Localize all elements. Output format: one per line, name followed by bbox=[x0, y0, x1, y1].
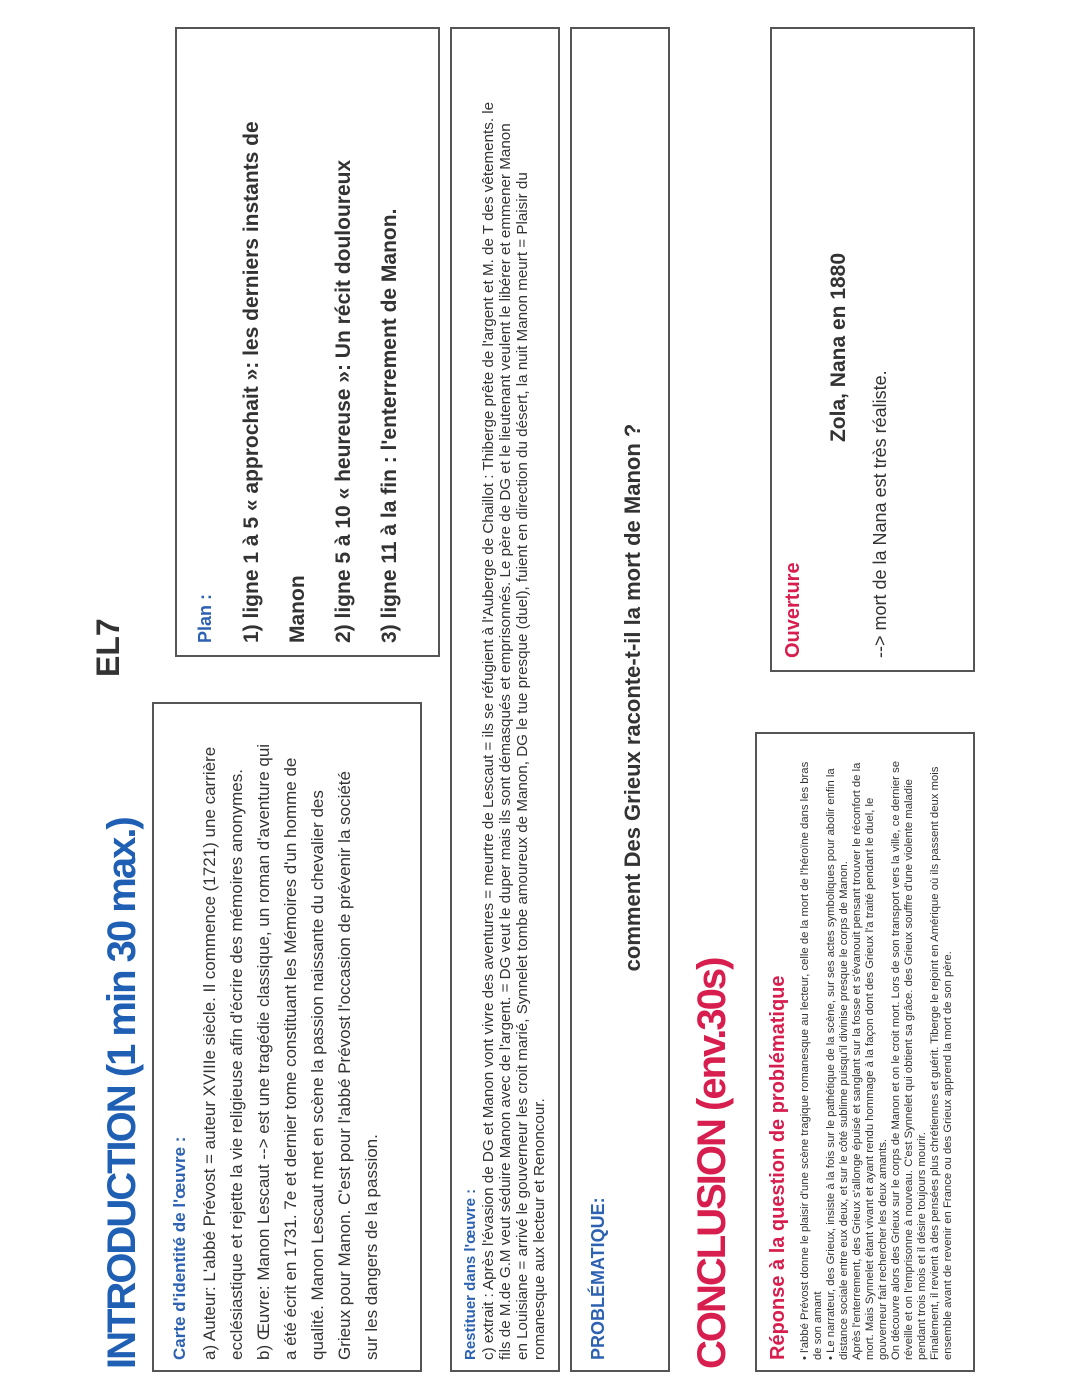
carte-line: a) Auteur: L'abbé Prévost = auteur XVIIIe siècle. Il commence (1721) une carrière bbox=[200, 746, 219, 1360]
ouverture-box bbox=[770, 27, 975, 672]
ouverture-line: --> mort de la Nana est très réaliste. bbox=[870, 370, 890, 658]
plan-item: 2) ligne 5 à 10 « heureuse »: Un récit douloureux bbox=[332, 159, 355, 643]
introduction-title: INTRODUCTION (1 min 30 max.) bbox=[100, 818, 144, 1369]
carte-line: qualité. Manon Lescaut met en scène la passion naissante du chevalier des bbox=[308, 790, 327, 1360]
carte-line: a été écrit en 1731. 7e et dernier tome constituant les Mémoires d'un homme de bbox=[281, 757, 300, 1360]
reponse-line: • Le narrateur, des Grieux, insiste à la fois sur le pathétique de la scène, sur ses actes symboliques pour abolir enfin la bbox=[825, 768, 837, 1360]
reponse-line: de son amant bbox=[812, 1291, 824, 1360]
reponse-box bbox=[755, 732, 975, 1372]
carte-identite-box bbox=[152, 702, 422, 1372]
reponse-line: réveille et on l'emprisonne à nouveau. C'est Synnelet qui obtient sa grâce. des Grieux souffre d'une violente maladie bbox=[903, 779, 915, 1360]
reponse-line: Finalement, il revient à des pensées plus chrétiennes et guérit. Tiberge le rejoint en Amérique où ils passent deux mois bbox=[929, 766, 941, 1360]
ouverture-work: Zola, Nana en 1880 bbox=[827, 252, 850, 443]
carte-heading: Carte d'identité de l'œuvre : bbox=[170, 1136, 189, 1360]
reponse-text bbox=[799, 735, 955, 1360]
restituer-line: fils de M.de G.M veut séduire Manon avec de l'argent. = DG veut le duper mais ils sont démasqués et emprisonnés. Le père de DG et le lieutenant veulent le libérer et emmener Manon bbox=[497, 123, 514, 1360]
carte-line: sur les dangers de la passion. bbox=[362, 1134, 381, 1360]
reponse-line: pendant trois mois et il désire toujours mourir. bbox=[916, 1132, 928, 1360]
plan-item: 1) ligne 1 à 5 « approchait »: les derniers instants de bbox=[240, 121, 263, 643]
restituer-line: en Louisiane = arrivé le gouverneur les croit marié, Synnelet tombe amoureux de Manon, DG le tue presque (duel), fuient en direction du désert, la nuit Manon meurt = Plaisir du bbox=[514, 172, 531, 1360]
ouverture-heading: Ouverture bbox=[782, 562, 804, 658]
plan-item: 3) ligne 11 à la fin : l'enterrement de Manon. bbox=[378, 208, 401, 643]
problematique-question: comment Des Grieux raconte-t-il la mort de Manon ? bbox=[620, 423, 645, 972]
problematique-box bbox=[570, 27, 670, 1372]
plan-item: Manon bbox=[286, 575, 309, 643]
problematique-heading: PROBLÉMATIQUE: bbox=[588, 1197, 608, 1360]
reponse-line: • l'abbé Prévost donne le plaisir d'une scène tragique romanesque au lecteur, celle de la mort de l'héroïne dans les bras bbox=[799, 761, 811, 1360]
reponse-line: ensemble avant de revenir en France ou des Grieux apprend la mort de son père. bbox=[942, 951, 954, 1360]
conclusion-title: CONCLUSION (env.30s) bbox=[690, 958, 734, 1369]
carte-line: b) Œuvre: Manon Lescaut --> est une tragédie classique, un roman d'aventure qui bbox=[254, 743, 273, 1360]
restituer-line: c) extrait : Après l'évasion de DG et Manon vont vivre des aventures = meurtre de Lescaut = ils se réfugient à l'Auberge de Chaillot : Thiberge prête de l'argent et M. de T des vêtements. le bbox=[480, 101, 497, 1360]
reponse-heading: Réponse à la question de problématique bbox=[767, 975, 789, 1360]
carte-line: ecclésiastique et rejette la vie religieuse afin d'écrire des mémoires anonymes. bbox=[227, 769, 246, 1360]
plan-list bbox=[229, 33, 413, 643]
reponse-line: On découvre alors des Grieux sur le corps de Manon et on le croit mort. Lors de son transport vers la ville, ce dernier se bbox=[890, 760, 902, 1360]
restituer-text bbox=[480, 35, 548, 1360]
restituer-heading: Restituer dans l'œuvre : bbox=[462, 1188, 479, 1360]
plan-box bbox=[175, 27, 440, 657]
restituer-box bbox=[450, 27, 560, 1372]
restituer-line: romanesque aux lecteur et Renoncour. bbox=[531, 1098, 548, 1360]
carte-text bbox=[196, 710, 385, 1360]
reponse-line: Après l'enterrement, des Grieux s'allonge épuisé et sanglant sur la fosse et s'évanouit pensant trouver le réconfort de la bbox=[851, 762, 863, 1360]
reponse-line: gouverneur fait rechercher les deux amants. bbox=[877, 1138, 889, 1360]
reponse-line: mort. Mais Synnelet étant vivant et ayant rendu hommage à la façon dont des Grieux l'a traité pendant le duel, le bbox=[864, 797, 876, 1360]
reponse-line: distance sociale entre eux deux, et sur le côté sublime puisqu'il divinise presque le corps de Manon. bbox=[838, 861, 850, 1360]
sheet-code: EL7 bbox=[90, 618, 126, 677]
plan-heading: Plan : bbox=[195, 593, 215, 643]
carte-line: Grieux pour Manon. C'est pour l'abbé Prévost l'occasion de prévenir la société bbox=[335, 771, 354, 1360]
